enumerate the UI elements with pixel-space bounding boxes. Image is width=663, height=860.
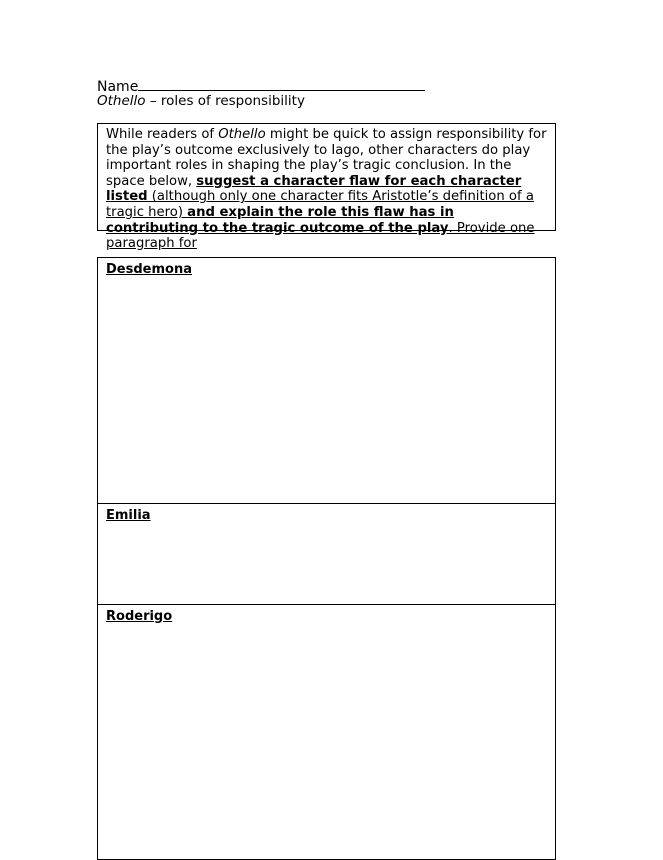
title-rest: – roles of responsibility: [145, 93, 305, 109]
character-response-table: [97, 257, 556, 860]
instructions-text-3: (although only one character fits Aristotle’s definition of a tragic hero): [106, 189, 534, 220]
instructions-text-4: . Provide one paragraph for: [106, 220, 535, 252]
response-cell-emilia[interactable]: [98, 504, 555, 605]
worksheet-title: [97, 93, 305, 110]
instructions-text-2: might be quick to assign responsibility for the play’s outcome exclusively to Iago, other characters do play important roles in shaping the play’s tragic conclusion. In the space below,: [106, 127, 547, 189]
character-label-desdemona: Desdemona: [106, 262, 192, 277]
response-cell-desdemona[interactable]: [98, 258, 555, 504]
instructions-emphasis-2: and explain the role this flaw has in contributing to the tragic outcome of the play: [106, 204, 454, 236]
character-label-emilia: Emilia: [106, 508, 151, 523]
name-label: Name: [97, 79, 139, 95]
name-blank[interactable]: [138, 76, 425, 91]
instructions-play-name: Othello: [218, 127, 266, 142]
response-cell-roderigo[interactable]: [98, 605, 555, 859]
instructions-emphasis-1: suggest a character flaw for each character listed: [106, 173, 522, 205]
character-label-roderigo: Roderigo: [106, 609, 173, 624]
instructions-box: [97, 123, 556, 252]
instructions-text-1: While readers of: [106, 127, 219, 142]
title-play-name: Othello: [97, 93, 146, 109]
